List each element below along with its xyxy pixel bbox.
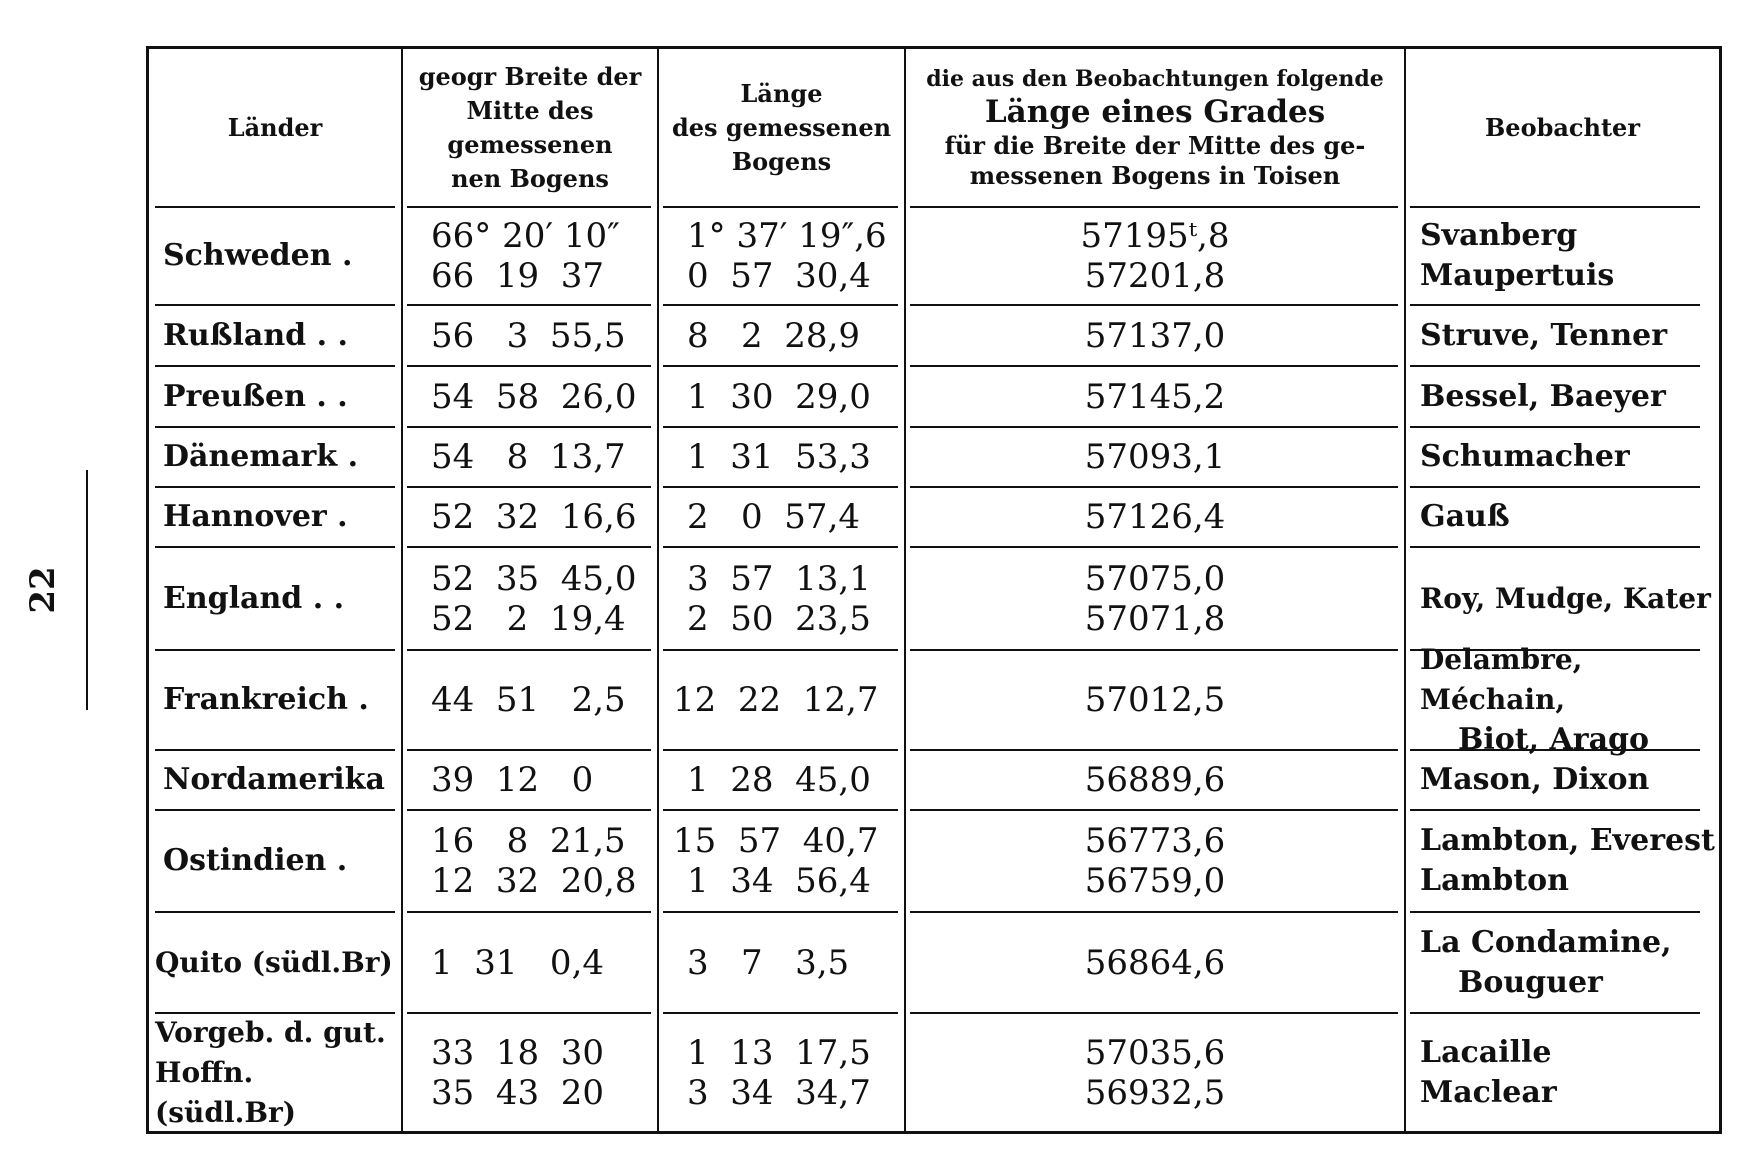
table-row-breite: 56 3 55,5 — [431, 315, 626, 356]
table-row-beobachter: Svanberg Maupertuis — [1420, 218, 1615, 293]
table-row-grad: 57035,6 56932,5 — [1084, 1032, 1226, 1113]
page-number-rule — [86, 470, 88, 710]
table-row-laenge: 3 7 3,5 — [687, 942, 850, 983]
table-row-grad: 57075,0 57071,8 — [1084, 558, 1226, 639]
table-row-land: England . . — [163, 580, 345, 616]
header-laenge: Länge des gemessenen Bogens — [671, 78, 892, 176]
table-row-beobachter: Gauß — [1420, 499, 1510, 534]
table-row-beobachter: Delambre, Méchain, Biot, Arago — [1420, 643, 1650, 757]
table-row-beobachter: Roy, Mudge, Kater — [1420, 581, 1711, 615]
table-row-grad: 57145,2 — [1084, 376, 1226, 417]
table-row-breite: 54 8 13,7 — [431, 437, 626, 477]
table-row-laenge: 3 57 13,1 2 50 23,5 — [687, 558, 871, 639]
table-row-breite: 66° 20′ 10″ 66 19 37 — [431, 216, 620, 296]
table-row-land: Ostindien . — [163, 843, 348, 878]
table-row-grad: 57195ᵗ,8 57201,8 — [1080, 216, 1230, 296]
table-row-breite: 39 12 0 — [431, 760, 594, 800]
table-row-beobachter: Bessel, Baeyer — [1420, 378, 1666, 414]
table-row-beobachter: Schumacher — [1420, 439, 1630, 474]
table-row-land: Nordamerika — [163, 762, 385, 797]
table-row-land: Frankreich . — [163, 682, 369, 717]
table-row-laenge: 15 57 40,7 1 34 56,4 — [673, 821, 879, 901]
table-row-laenge: 1 31 53,3 — [687, 437, 871, 477]
page-number: 22 — [23, 566, 63, 614]
table-row-grad: 57126,4 — [1084, 497, 1226, 537]
table-row-laenge: 1 30 29,0 — [687, 376, 871, 417]
table-row-grad: 56773,6 56759,0 — [1084, 821, 1226, 901]
table-row-land: Schweden . — [163, 238, 353, 273]
table-row-breite: 44 51 2,5 — [431, 680, 626, 720]
table-row-breite: 16 8 21,5 12 32 20,8 — [431, 821, 637, 901]
table-row-beobachter: La Condamine, Bouguer — [1420, 924, 1672, 1000]
table-row-beobachter: Lacaille Maclear — [1420, 1034, 1557, 1110]
table-row-breite: 54 58 26,0 — [431, 376, 637, 417]
table-row-breite: 52 32 16,6 — [431, 497, 637, 537]
header-breite: geogr Breite der Mitte des gemessenen nen Bogens — [418, 61, 642, 193]
table-row-breite: 1 31 0,4 — [431, 942, 605, 983]
table-row-land: Rußland . . — [163, 317, 348, 353]
table-row-land: Preußen . . — [163, 378, 348, 414]
table-row-grad: 56889,6 — [1084, 760, 1226, 800]
table-row-land: Quito (südl.Br) — [155, 945, 393, 979]
header-grad: die aus den Beobachtungen folgende Länge eines Grades für die Breite der Mitte des ge- messenen Bogens in Toisen — [926, 65, 1384, 190]
table-row-laenge: 2 0 57,4 — [687, 497, 861, 537]
table-row-land: Dänemark . — [163, 439, 359, 474]
table-row-grad: 57093,1 — [1084, 437, 1226, 477]
table-row-laenge: 1 28 45,0 — [687, 760, 871, 800]
table-row-breite: 52 35 45,0 52 2 19,4 — [431, 558, 637, 639]
header-beobachter: Beobachter — [1485, 112, 1640, 142]
table-row-breite: 33 18 30 35 43 20 — [431, 1032, 605, 1113]
table-row-land: Hannover . — [163, 499, 348, 534]
meridian-arc-table — [146, 46, 1722, 1134]
table-row-beobachter: Mason, Dixon — [1420, 762, 1650, 797]
table-row-beobachter: Lambton, Everest Lambton — [1420, 823, 1715, 898]
table-row-laenge: 12 22 12,7 — [673, 680, 879, 720]
table-row-laenge: 1° 37′ 19″,6 0 57 30,4 — [687, 216, 887, 296]
table-row-grad: 56864,6 — [1084, 942, 1226, 983]
table-row-laenge: 1 13 17,5 3 34 34,7 — [687, 1032, 871, 1113]
table-row-grad: 57137,0 — [1084, 315, 1226, 356]
table-row-grad: 57012,5 — [1084, 680, 1226, 720]
table-row-laenge: 8 2 28,9 — [687, 315, 861, 356]
table-row-beobachter: Struve, Tenner — [1420, 317, 1668, 353]
table-row-land: Vorgeb. d. gut. Hoffn. (südl.Br) — [155, 1015, 386, 1129]
header-laender: Länder — [227, 112, 323, 142]
